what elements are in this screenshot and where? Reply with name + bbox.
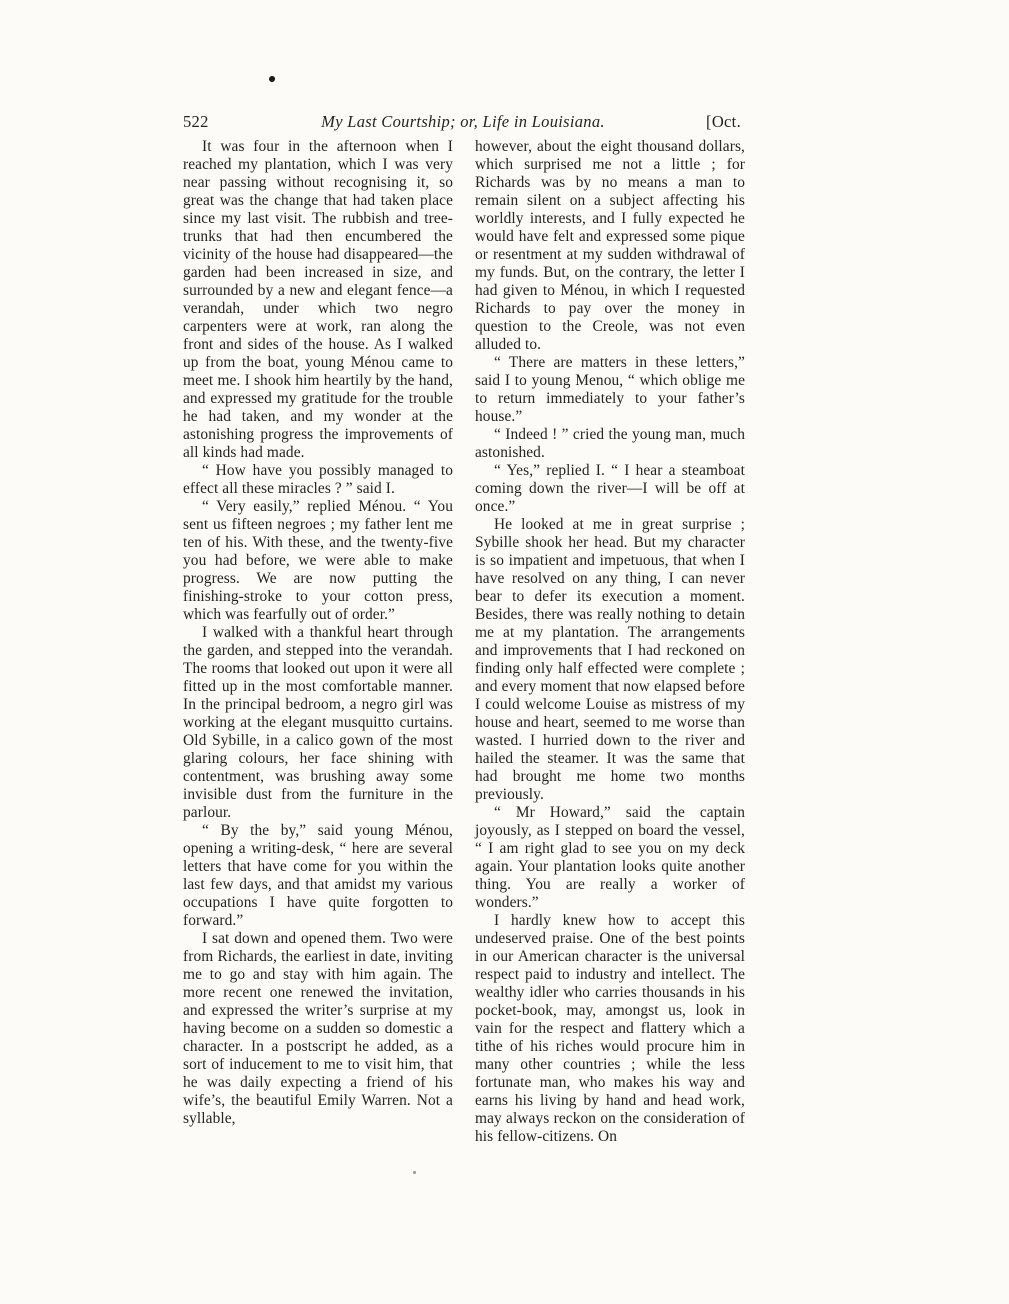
paragraph: “ By the by,” said young Ménou, opening a writing-desk, “ here are several letters that have come for you within the last few days, and that amidst my various occupations I have quite forgotten to forward.” bbox=[183, 822, 453, 929]
paragraph: I hardly knew how to accept this undeserved praise. One of the best points in our American character is the universal respect paid to industry and intellect. The wealthy idler who carries thousands in his pocket-book, may, amongst us, look in vain for the respect and flattery which a tithe of his riches would procure him in many other countries ; while the less fortunate man, who makes his way and earns his living by hand and head work, may always reckon on the consideration of his fellow-citizens. On bbox=[475, 912, 745, 1145]
ink-speck bbox=[413, 1171, 416, 1174]
ink-dot-ornament bbox=[269, 76, 275, 82]
paragraph: “ Very easily,” replied Ménou. “ You sent us fifteen negroes ; my father lent me ten of his. With these, and the twenty-five you had before, we were able to make progress. We are now putting the finishing-stroke to your cotton press, which was fearfully out of order.” bbox=[183, 498, 453, 623]
paragraph: “ How have you possibly managed to effect all these miracles ? ” said I. bbox=[183, 462, 453, 497]
paragraph: however, about the eight thousand dollars, which surprised me not a little ; for Richards was by no means a man to remain silent on a subject affecting his worldly interests, and I fully expected he would have felt and expressed some pique or resentment at my sudden withdrawal of my funds. But, on the contrary, the letter I had given to Ménou, in which I requested Richards to pay over the money in question to the Creole, was not even alluded to. bbox=[475, 138, 745, 353]
page-number: 522 bbox=[183, 112, 209, 131]
paragraph: “ Indeed ! ” cried the young man, much astonished. bbox=[475, 426, 745, 461]
paragraph: I sat down and opened them. Two were from Richards, the earliest in date, inviting me to go and stay with him again. The more recent one renewed the invitation, and expressed the writer’s surprise at my having become on a sudden so domestic a character. In a postscript he added, as a sort of inducement to me to visit him, that he was daily expecting a friend of his wife’s, the beautiful Emily Warren. Not a syllable, bbox=[183, 930, 453, 1127]
paragraph: He looked at me in great surprise ; Sybille shook her head. But my character is so impatient and impetuous, that when I have resolved on any thing, I can never bear to defer its execution a moment. Besides, there was really nothing to detain me at my plantation. The arrangements and improvements that I had reckoned on finding only half effected were complete ; and every moment that now elapsed before I could welcome Louise as mistress of my house and heart, seemed to me worse than wasted. I hurried down to the river and hailed the steamer. It was the same that had brought me home two months previously. bbox=[475, 516, 745, 803]
right-column bbox=[475, 138, 745, 1146]
text-columns bbox=[183, 138, 745, 1146]
issue-date: [Oct. bbox=[706, 112, 741, 131]
paragraph: I walked with a thankful heart through the garden, and stepped into the verandah. The rooms that looked out upon it were all fitted up in the most comfortable manner. In the principal bedroom, a negro girl was working at the elegant musquitto curtains. Old Sybille, in a calico gown of the most glaring colours, her face shining with contentment, was brushing away some invisible dust from the furniture in the parlour. bbox=[183, 624, 453, 821]
page-header bbox=[183, 112, 743, 134]
left-column bbox=[183, 138, 453, 1146]
paragraph: “ Mr Howard,” said the captain joyously, as I stepped on board the vessel, “ I am right glad to see you on my deck again. Your plantation looks quite another thing. You are really a worker of wonders.” bbox=[475, 804, 745, 911]
paragraph: “ There are matters in these letters,” said I to young Menou, “ which oblige me to return immediately to your father’s house.” bbox=[475, 354, 745, 425]
paragraph: It was four in the afternoon when I reached my plantation, which I was very near passing without recognising it, so great was the change that had taken place since my last visit. The rubbish and tree-trunks that had then encumbered the vicinity of the house had disappeared—the garden had been increased in size, and surrounded by a new and elegant fence—a verandah, under which two negro carpenters were at work, ran along the front and sides of the house. As I walked up from the boat, young Ménou came to meet me. I shook him heartily by the hand, and expressed my gratitude for the trouble he had taken, and my wonder at the astonishing progress the improvements of all kinds had made. bbox=[183, 138, 453, 461]
running-title: My Last Courtship; or, Life in Louisiana. bbox=[321, 112, 605, 131]
paragraph: “ Yes,” replied I. “ I hear a steamboat coming down the river—I will be off at once.” bbox=[475, 462, 745, 515]
